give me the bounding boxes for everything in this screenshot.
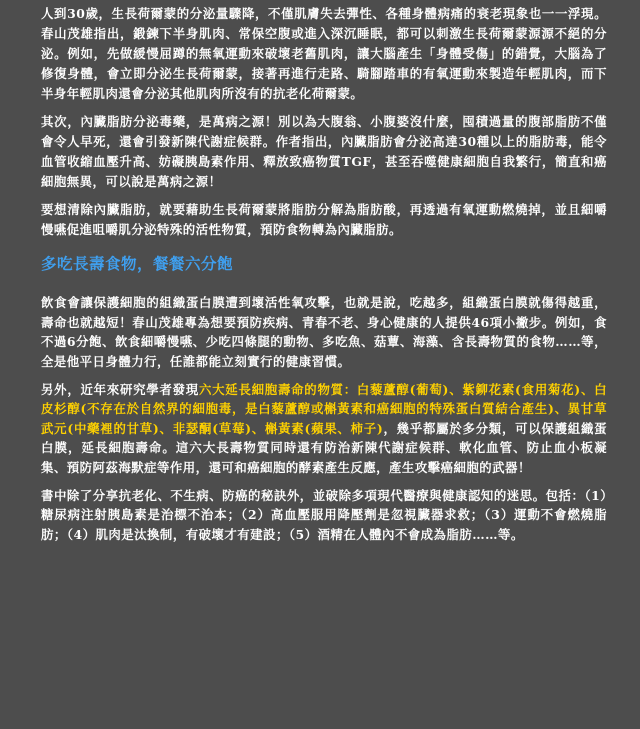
paragraph-text: ，幾乎都屬於多分類，可以保護組織蛋白膜，延長細胞壽命。這六大長壽物質同時還有防治新陳代謝症候群、軟化血管、防止血小板凝集、預防阿茲海默症等作用，還可和癌細胞的酵素產生反應，產生攻擊癌細胞的武器！: [41, 420, 607, 475]
paragraph-visceral-fat: 其次，內臟脂肪分泌毒藥，是萬病之源！別以為大腹翁、小腹婆沒什麼，囤積過量的腹部脂肪不僅會令人早死，還會引發新陳代謝症候群。作者指出，內臟脂肪會分泌高達30種以上的脂肪毒，能令血管收縮血壓升高、妨礙胰島素作用、釋放致癌物質TGF，甚至吞噬健康細胞自我繁行，簡直和癌細胞無異，可以說是萬病之源！: [41, 114, 607, 189]
paragraph-longevity-diet: 飲食會讓保護細胞的組織蛋白膜遭到壞活性氧攻擊，也就是說，吃越多，組織蛋白膜就傷得越重，壽命也就越短！春山茂雄專為想要預防疾病、青春不老、身心健康的人提供46項小撇步。例如，食不過6分飽、飲食細嚼慢嚥、少吃四條腿的動物、多吃魚、菇蕈、海藻、含長壽物質的食物……等，全是他平日身體力行，任誰都能立刻實行的健康習慣。: [41, 295, 607, 369]
paragraph-remove-visceral-fat: 要想清除內臟脂肪，就要藉助生長荷爾蒙將脂肪分解為脂肪酸，再透過有氧運動燃燒掉，並且細嚼慢嚥促進咀嚼肌分泌特殊的活性物質，預防食物轉為內臟脂肪。: [41, 202, 607, 237]
paragraph-myths: 書中除了分享抗老化、不生病、防癌的秘訣外，並破除多項現代醫療與健康認知的迷思。包括：（1）糖尿病注射胰島素是治標不治本；（2）高血壓服用降壓劑是忽視臟器求救；（3）運動不會燃燒脂肪；（4）肌肉是汰換制，有破壞才有建設；（5）酒精在人體內不會成為脂肪……等。: [41, 487, 607, 542]
section-heading: 多吃長壽食物，餐餐六分飽: [41, 255, 234, 274]
paragraph-growth-hormone: 人到30歲，生長荷爾蒙的分泌量驟降，不僅肌膚失去彈性、各種身體病痛的衰老現象也一一浮現。春山茂雄指出，鍛鍊下半身肌肉、常保空腹或進入深沉睡眠，都可以刺激生長荷爾蒙源源不絕的分泌。例如，先做緩慢屈蹲的無氧運動來破壞老舊肌肉，讓大腦產生「身體受傷」的錯覺，大腦為了修復身體，會立即分泌生長荷爾蒙，接著再進行走路、騎腳踏車的有氧運動來製造年輕肌肉，而下半身年輕肌肉還會分泌其他肌肉所沒有的抗老化荷爾蒙。: [41, 6, 607, 101]
paragraph-text: 另外，近年來研究學者發現: [41, 381, 199, 397]
highlighted-substances: 六大延長細胞壽命的物質：白藜蘆醇(葡萄)、紫鉚花素(食用菊花)、白皮杉醇(不存在於自然界的細胞毒，是白藜蘆醇或槲黃素和癌細胞的特殊蛋白質結合產生)、異甘草武元(中藥裡的甘草)、非瑟酮(草莓)、槲黃素(蘋果、柿子): [41, 381, 607, 436]
paragraph-six-substances: [41, 380, 607, 478]
